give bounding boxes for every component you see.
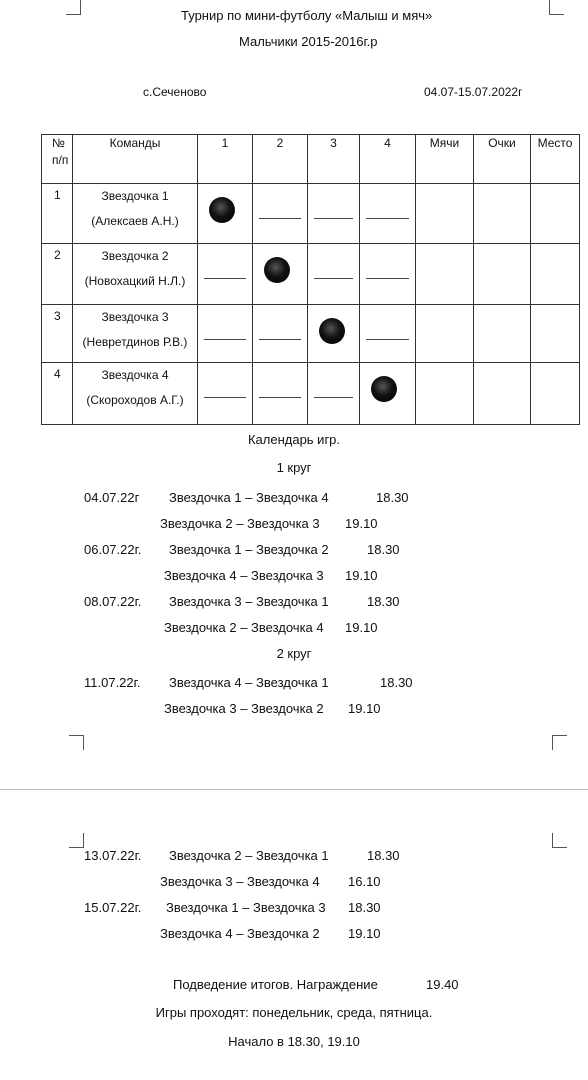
score-blank-line xyxy=(259,218,301,219)
dates-label: 04.07-15.07.2022г xyxy=(424,85,523,99)
self-match-cell xyxy=(198,184,253,244)
ball-icon xyxy=(371,376,397,402)
goals-cell xyxy=(416,184,474,244)
game-days: Игры проходят: понедельник, среда, пятница. xyxy=(155,1005,433,1020)
page-corner-mark xyxy=(552,833,567,848)
match-time: 16.10 xyxy=(348,874,381,889)
match-game: Звездочка 2 – Звездочка 4 xyxy=(164,620,324,635)
score-blank-line xyxy=(366,339,409,340)
header-cell-2: 2 xyxy=(253,135,308,184)
score-blank-line xyxy=(204,397,246,398)
table-row xyxy=(42,184,580,244)
document-subtitle: Мальчики 2015-2016г.р xyxy=(239,34,378,49)
score-blank-line xyxy=(259,397,301,398)
team-cell xyxy=(73,305,198,363)
score-blank-line xyxy=(366,218,409,219)
match-game: Звездочка 3 – Звездочка 2 xyxy=(164,701,324,716)
row-number-text: 1 xyxy=(54,188,61,202)
score-blank-line xyxy=(204,278,246,279)
row-number-text: 3 xyxy=(54,309,61,323)
row-number xyxy=(42,184,73,244)
match-time: 19.10 xyxy=(345,620,378,635)
score-cell xyxy=(253,305,308,363)
score-blank-line xyxy=(314,397,353,398)
page-corner-mark xyxy=(66,0,81,15)
score-blank-line xyxy=(314,278,353,279)
match-game: Звездочка 2 – Звездочка 1 xyxy=(169,848,329,863)
page-corner-mark xyxy=(552,735,567,750)
points-cell xyxy=(474,305,531,363)
self-match-cell xyxy=(253,244,308,305)
start-time: Начало в 18.30, 19.10 xyxy=(228,1034,360,1049)
table-row xyxy=(42,363,580,425)
score-blank-line xyxy=(204,339,246,340)
team-coach: (Алексаев А.Н.) xyxy=(91,214,179,228)
table-row xyxy=(42,244,580,305)
score-cell xyxy=(308,363,360,425)
match-date: 08.07.22г. xyxy=(84,594,142,609)
place-cell xyxy=(531,363,580,425)
row-number xyxy=(42,363,73,425)
match-game: Звездочка 2 – Звездочка 3 xyxy=(160,516,320,531)
match-time: 19.10 xyxy=(348,926,381,941)
match-game: Звездочка 1 – Звездочка 2 xyxy=(169,542,329,557)
score-cell xyxy=(253,363,308,425)
row-number xyxy=(42,244,73,305)
match-game: Звездочка 3 – Звездочка 4 xyxy=(160,874,320,889)
place-cell xyxy=(531,184,580,244)
row-number-text: 4 xyxy=(54,367,61,381)
ball-icon xyxy=(209,197,235,223)
team-coach: (Невретдинов Р.В.) xyxy=(82,335,188,349)
goals-cell xyxy=(416,244,474,305)
match-time: 18.30 xyxy=(380,675,413,690)
summary-label: Подведение итогов. Награждение xyxy=(173,977,378,992)
round-1-title: 1 круг xyxy=(276,460,312,475)
place-cell xyxy=(531,305,580,363)
team-name: Звездочка 3 xyxy=(101,310,169,324)
goals-cell xyxy=(416,363,474,425)
match-time: 18.30 xyxy=(376,490,409,505)
match-time: 19.10 xyxy=(345,516,378,531)
match-time: 18.30 xyxy=(367,848,400,863)
score-cell xyxy=(308,184,360,244)
team-cell xyxy=(73,363,198,425)
page-corner-mark xyxy=(69,833,84,848)
match-time: 18.30 xyxy=(348,900,381,915)
place-cell xyxy=(531,244,580,305)
header-cell-number xyxy=(42,135,73,184)
score-cell xyxy=(360,244,416,305)
self-match-cell xyxy=(360,363,416,425)
match-game: Звездочка 4 – Звездочка 1 xyxy=(169,675,329,690)
header-number-line1: № xyxy=(52,136,65,150)
points-cell xyxy=(474,363,531,425)
score-blank-line xyxy=(314,218,353,219)
team-name: Звездочка 1 xyxy=(101,189,169,203)
table-row xyxy=(42,305,580,363)
ball-icon xyxy=(319,318,345,344)
team-cell xyxy=(73,244,198,305)
team-coach: (Новохацкий Н.Л.) xyxy=(84,274,186,288)
match-date: 04.07.22г xyxy=(84,490,140,505)
score-cell xyxy=(308,244,360,305)
match-date: 13.07.22г. xyxy=(84,848,142,863)
round-2-title: 2 круг xyxy=(276,646,312,661)
goals-cell xyxy=(416,305,474,363)
calendar-title: Календарь игр. xyxy=(247,432,341,447)
match-time: 19.10 xyxy=(345,568,378,583)
ball-icon xyxy=(264,257,290,283)
score-cell xyxy=(360,184,416,244)
row-number xyxy=(42,305,73,363)
header-cell-goals: Мячи xyxy=(416,135,474,184)
match-game: Звездочка 3 – Звездочка 1 xyxy=(169,594,329,609)
header-cell-teams: Команды xyxy=(73,135,198,184)
match-time: 18.30 xyxy=(367,594,400,609)
self-match-cell xyxy=(308,305,360,363)
match-game: Звездочка 1 – Звездочка 3 xyxy=(166,900,326,915)
score-cell xyxy=(253,184,308,244)
match-game: Звездочка 4 – Звездочка 2 xyxy=(160,926,320,941)
row-number-text: 2 xyxy=(54,248,61,262)
match-game: Звездочка 4 – Звездочка 3 xyxy=(164,568,324,583)
score-cell xyxy=(198,244,253,305)
place-label: с.Сеченово xyxy=(143,85,207,99)
team-cell xyxy=(73,184,198,244)
page-break xyxy=(0,789,588,790)
points-cell xyxy=(474,184,531,244)
score-cell xyxy=(198,305,253,363)
team-name: Звездочка 2 xyxy=(101,249,169,263)
team-name: Звездочка 4 xyxy=(101,368,169,382)
header-cell-3: 3 xyxy=(308,135,360,184)
match-date: 11.07.22г. xyxy=(84,675,141,690)
match-date: 06.07.22г. xyxy=(84,542,142,557)
document-title: Турнир по мини-футболу «Малыш и мяч» xyxy=(181,8,433,23)
page-corner-mark xyxy=(69,735,84,750)
score-cell xyxy=(198,363,253,425)
table-header-row xyxy=(42,135,580,184)
header-cell-4: 4 xyxy=(360,135,416,184)
score-blank-line xyxy=(366,278,409,279)
match-time: 19.10 xyxy=(348,701,381,716)
team-coach: (Скороходов А.Г.) xyxy=(86,393,184,407)
points-cell xyxy=(474,244,531,305)
standings-table xyxy=(41,134,580,425)
match-date: 15.07.22г. xyxy=(84,900,142,915)
header-number-line2: п/п xyxy=(52,153,69,167)
header-cell-points: Очки xyxy=(474,135,531,184)
header-cell-1: 1 xyxy=(198,135,253,184)
page-corner-mark xyxy=(549,0,564,15)
score-cell xyxy=(360,305,416,363)
header-cell-place: Место xyxy=(531,135,580,184)
score-blank-line xyxy=(259,339,301,340)
match-game: Звездочка 1 – Звездочка 4 xyxy=(169,490,329,505)
summary-time: 19.40 xyxy=(426,977,459,992)
match-time: 18.30 xyxy=(367,542,400,557)
